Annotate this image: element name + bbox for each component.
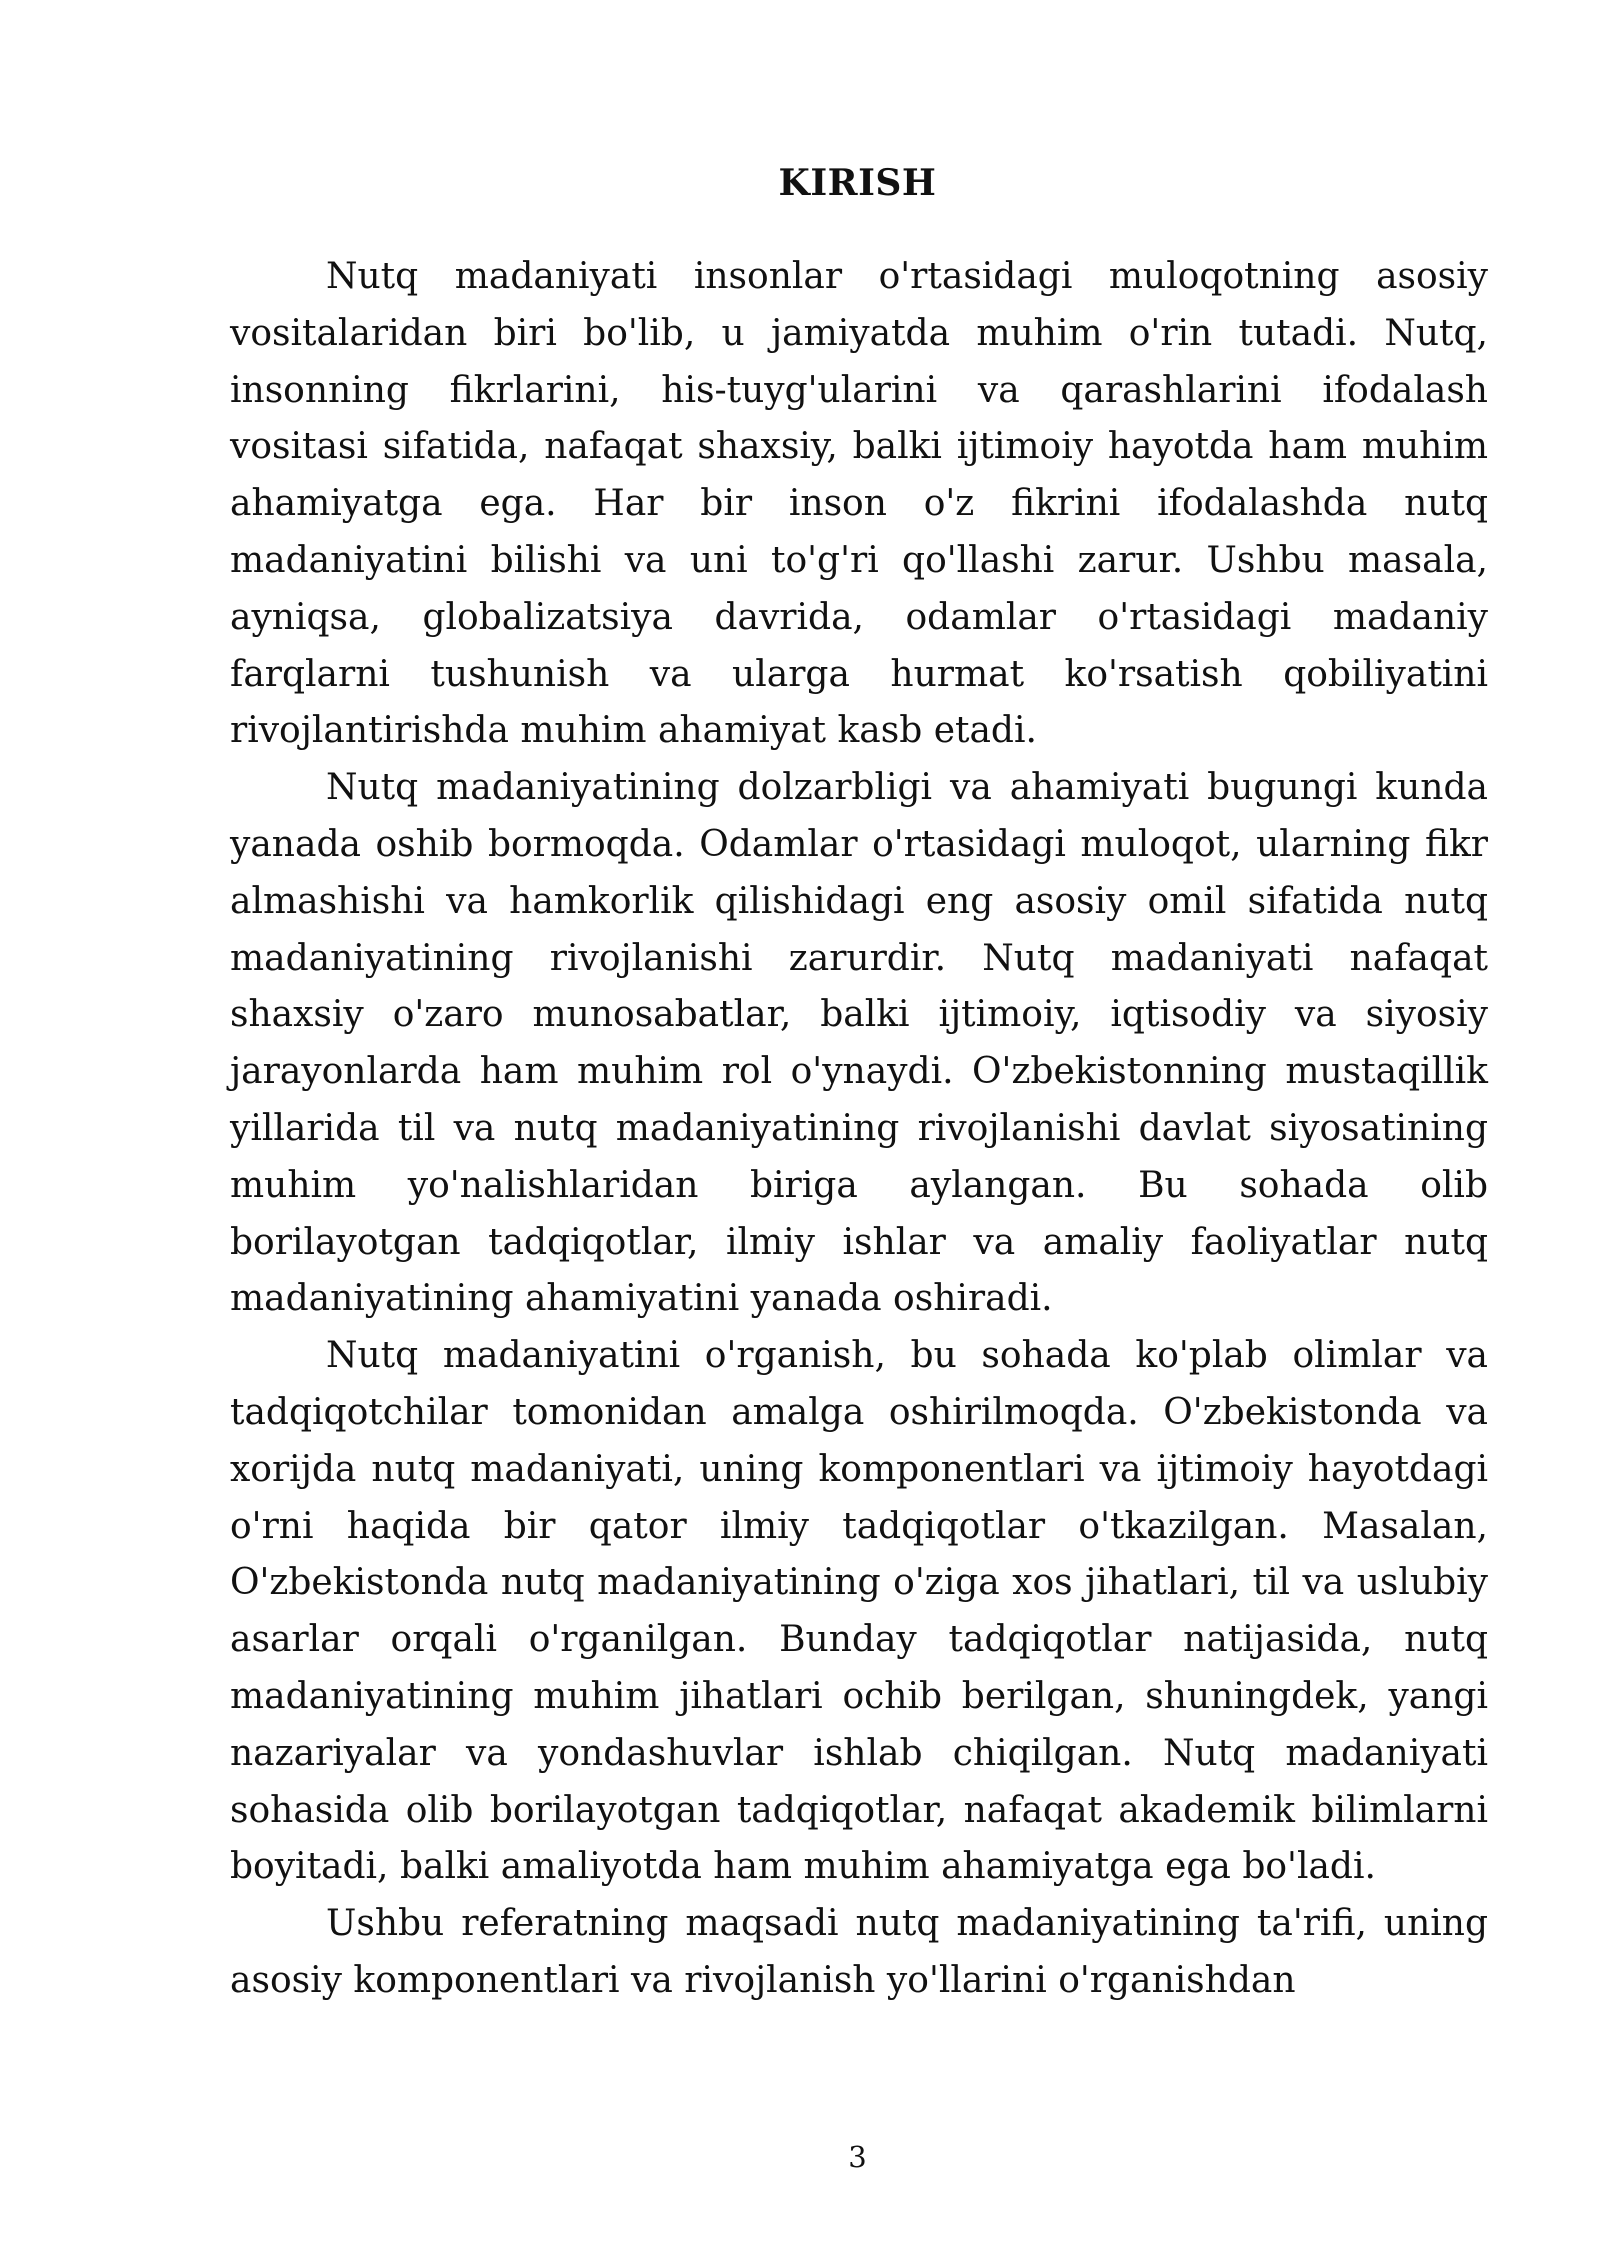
- paragraph-4: Ushbu referatning maqsadi nutq madaniyatining ta'rifi, uning asosiy komponentlari va rivojlanish yo'llarini o'rganishdan: [230, 1903, 1488, 2001]
- paragraph-1: Nutq madaniyati insonlar o'rtasidagi muloqotning asosiy vositalaridan biri bo'lib, u jamiyatda muhim o'rin tutadi. Nutq, insonning fikrlarini, his-tuyg'ularini va qarashlarini ifodalash vositasi sifatida, nafaqat shaxsiy, balki ijtimoiy hayotda ham muhim ahamiyatga ega. Har bir inson o'z fikrini ifodalashda nutq madaniyatini bilishi va uni to'g'ri qo'llashi zarur. Ushbu masala, ayniqsa, globalizatsiya davrida, odamlar o'rtasidagi madaniy farqlarni tushunish va ularga hurmat ko'rsatish qobiliyatini rivojlantirishda muhim ahamiyat kasb etadi.: [230, 256, 1488, 752]
- body-text: [230, 249, 1488, 2010]
- paragraph-2: Nutq madaniyatining dolzarbligi va ahamiyati bugungi kunda yanada oshib bormoqda. Odamlar o'rtasidagi muloqot, ularning fikr almashishi va hamkorlik qilishidagi eng asosiy omil sifatida nutq madaniyatining rivojlanishi zarurdir. Nutq madaniyati nafaqat shaxsiy o'zaro munosabatlar, balki ijtimoiy, iqtisodiy va siyosiy jarayonlarda ham muhim rol o'ynaydi. O'zbekistonning mustaqillik yillarida til va nutq madaniyatining rivojlanishi davlat siyosatining muhim yo'nalishlaridan biriga aylangan. Bu sohada olib borilayotgan tadqiqotlar, ilmiy ishlar va amaliy faoliyatlar nutq madaniyatining ahamiyatini yanada oshiradi.: [230, 767, 1488, 1320]
- paragraph-3: Nutq madaniyatini o'rganish, bu sohada ko'plab olimlar va tadqiqotchilar tomonidan amalga oshirilmoqda. O'zbekistonda va xorijda nutq madaniyati, uning komponentlari va ijtimoiy hayotdagi o'rni haqida bir qator ilmiy tadqiqotlar o'tkazilgan. Masalan, O'zbekistonda nutq madaniyatining o'ziga xos jihatlari, til va uslubiy asarlar orqali o'rganilgan. Bunday tadqiqotlar natijasida, nutq madaniyatining muhim jihatlari ochib berilgan, shuningdek, yangi nazariyalar va yondashuvlar ishlab chiqilgan. Nutq madaniyati sohasida olib borilayotgan tadqiqotlar, nafaqat akademik bilimlarni boyitadi, balki amaliyotda ham muhim ahamiyatga ega bo'ladi.: [230, 1335, 1488, 1888]
- section-title: KIRISH: [778, 162, 937, 204]
- page-number: 3: [848, 2140, 867, 2174]
